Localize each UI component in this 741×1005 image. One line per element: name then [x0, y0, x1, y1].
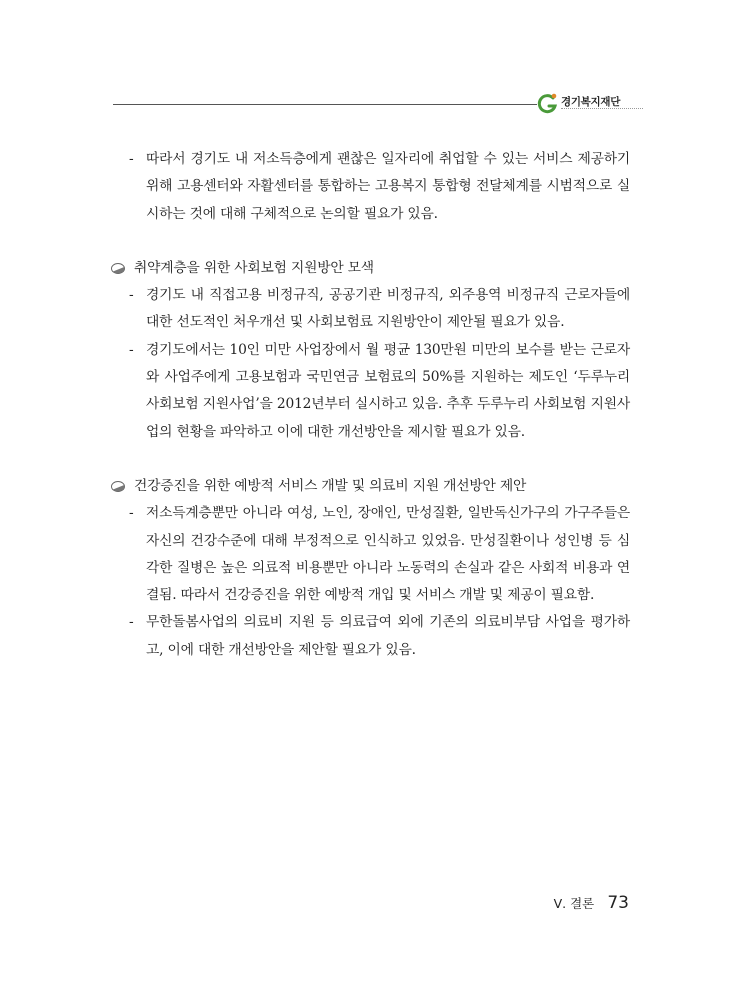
bullet-dash: -	[129, 505, 134, 522]
section-heading	[110, 255, 630, 282]
org-english-name-line	[561, 108, 643, 113]
section-heading-text: 취약계층을 위한 사회보험 지원방안 모색	[134, 259, 374, 276]
chapter-label: Ⅴ. 결론	[553, 896, 595, 911]
list-item	[110, 500, 630, 609]
page-number: 73	[607, 893, 629, 913]
bullet-dash: -	[129, 151, 134, 167]
document-body	[110, 146, 630, 664]
list-item	[110, 282, 630, 337]
list-item	[110, 146, 630, 228]
page-footer	[554, 893, 629, 913]
half-filled-circle-bullet-icon	[110, 262, 126, 275]
org-name: 경기복지재단	[561, 96, 621, 108]
list-item-text: 저소득계층뿐만 아니라 여성, 노인, 장애인, 만성질환, 일반독신가구의 가구주들은 자신의 건강수준에 대해 부정적으로 인식하고 있었음. 만성질환이나 성인병 등 심각한 질병은 높은 의료적 비용뿐만 아니라 노동력의 손실과 같은 사회적 비용과 연결됨. 따라서 건강증진을 위한 예방적 개입 및 서비스 개발 및 제공이 필요함.	[146, 505, 630, 604]
bullet-dash: -	[129, 614, 134, 631]
list-item	[110, 337, 630, 446]
section-heading-text: 건강증진을 위한 예방적 서비스 개발 및 의료비 지원 개선방안 제안	[134, 477, 527, 494]
list-item-text: 경기도에서는 10인 미만 사업장에서 월 평균 130만원 미만의 보수를 받는 근로자와 사업주에게 고용보험과 국민연금 보험료의 50%를 지원하는 제도인 ‘두루누리 사회보험 지원사업’을 2012년부터 실시하고 있음. 추후 두루누리 사회보험 지원사업의 현황을 파악하고 이에 대한 개선방안을 제시할 필요가 있음.	[146, 341, 630, 440]
section-heading	[110, 473, 630, 500]
bullet-dash: -	[129, 287, 134, 304]
spacer	[110, 446, 630, 473]
half-filled-circle-bullet-icon	[110, 480, 126, 493]
gyeonggi-welfare-foundation-logo-icon	[537, 92, 559, 114]
bullet-dash: -	[129, 341, 134, 358]
list-item	[110, 609, 630, 664]
list-item-text: 무한돌봄사업의 의료비 지원 등 의료급여 외에 기존의 의료비부담 사업을 평가하고, 이에 대한 개선방안을 제안할 필요가 있음.	[146, 614, 630, 658]
list-item-text: 경기도 내 직접고용 비정규직, 공공기관 비정규직, 외주용역 비정규직 근로자들에 대한 선도적인 처우개선 및 사회보험료 지원방안이 제안될 필요가 있음.	[146, 287, 630, 331]
org-logo	[537, 90, 647, 120]
list-item-text: 따라서 경기도 내 저소득층에게 괜찮은 일자리에 취업할 수 있는 서비스 제공하기 위해 고용센터와 자활센터를 통합하는 고용복지 통합형 전달체계를 시범적으로 실시하는 것에 대해 구체적으로 논의할 필요가 있음.	[146, 151, 630, 222]
header-rule	[113, 104, 537, 105]
spacer	[110, 228, 630, 255]
